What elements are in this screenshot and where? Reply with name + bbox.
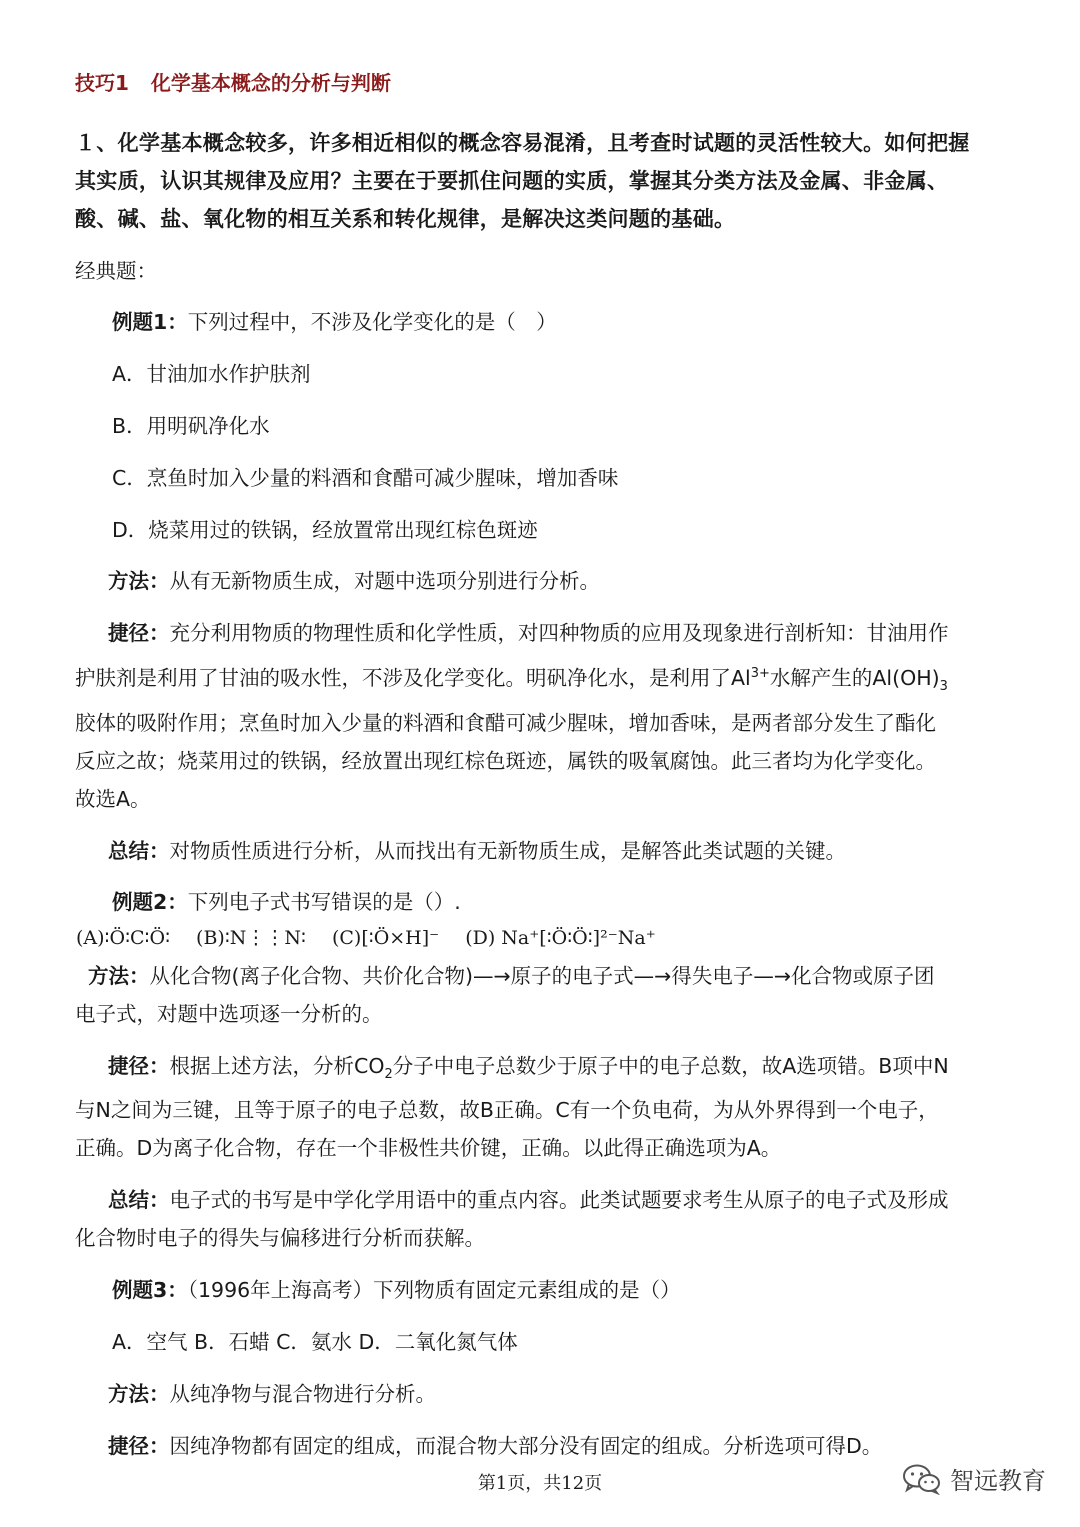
ex1-path-text-1: 充分利用物质的物理性质和化学性质，对四种物质的应用及现象进行剖析知：甘油用作 [169,621,949,645]
intro-line-1: １、化学基本概念较多，许多相近相似的概念容易混淆，且考查时试题的灵活性较大。如何把握 [75,131,970,155]
formula-d: (D) Na⁺[∶Ö∶Ö∶]²⁻Na⁺ [465,927,656,949]
intro-line-2: 其实质，认识其规律及应用？主要在于要抓住问题的实质，掌握其分类方法及金属、非金属、 [75,169,949,193]
ex2-path-sub: 2 [384,1067,393,1083]
ex1-summary-text: 对物质性质进行分析，从而找出有无新物质生成，是解答此类试题的关键。 [169,839,846,863]
ex3-method-text: 从纯净物与混合物进行分析。 [169,1382,436,1406]
ex3-question: （1996年上海高考）下列物质有固定元素组成的是（） [187,1278,681,1302]
ex2-summary-text-1: 电子式的书写是中学化学用语中的重点内容。此类试题要求考生从原子的电子式及形成 [169,1188,949,1212]
ex2-formula-row [76,925,682,951]
ex2-path-line-1 [108,1053,949,1083]
ex1-path-sup: 3+ [750,666,770,682]
formula-c: (C)[∶Ö×H]⁻ [331,927,440,949]
ex1-path-label: 捷径： [108,621,170,645]
ex1-question: 下列过程中，不涉及化学变化的是（ ） [187,310,557,334]
ex1-summary-label: 总结： [108,839,170,863]
section-title [75,70,391,96]
ex1-summary [108,838,846,864]
ex1-question-line [112,309,557,335]
formula-a: (A)∶Ö∶C∶Ö∶ [76,927,171,949]
ex1-path-text-2a: 护肤剂是利用了甘油的吸水性，不涉及化学变化。明矾净化水，是利用了Al [75,666,751,690]
ex2-method-line-1 [88,963,935,989]
ex1-path-text-2b: 水解产生的Al(OH) [769,666,940,690]
watermark [902,1461,1046,1496]
ex2-method-line-2: 电子式，对题中选项逐一分析的。 [75,1002,383,1026]
ex1-option-c: C．烹鱼时加入少量的料酒和食醋可减少腥味，增加香味 [112,466,619,490]
ex1-method-text: 从有无新物质生成，对题中选项分别进行分析。 [169,569,600,593]
ex1-path-sub: 3 [939,679,948,695]
ex2-method-text-1: 从化合物(离子化合物、共价化合物)—→原子的电子式—→得失电子—→化合物或原子团 [149,964,935,988]
formula-b: (B)∶N⋮⋮N∶ [196,927,306,949]
ex2-path-text-1a: 根据上述方法，分析CO [169,1054,385,1078]
ex3-options: A．空气 B．石蜡 C．氨水 D．二氧化氮气体 [112,1330,518,1354]
ex2-path-line-2: 与N之间为三键，且等于原子的电子总数，故B正确。C有一个负电荷，为从外界得到一个电子， [75,1098,939,1122]
ex2-method-label: 方法： [88,964,150,988]
ex2-path-line-3: 正确。D为离子化合物，存在一个非极性共价键，正确。以此得正确选项为A。 [75,1136,782,1160]
ex1-method-label: 方法： [108,569,170,593]
ex2-question-line [112,889,461,915]
ex3-path-label: 捷径： [108,1434,170,1458]
ex3-path-text: 因纯净物都有固定的组成，而混合物大部分没有固定的组成。分析选项可得D。 [169,1434,883,1458]
title-number: 技巧1 [75,71,129,95]
ex1-path-line-1 [108,620,949,646]
ex1-option-b: B．用明矾净化水 [112,414,270,438]
ex2-label: 例题2： [112,890,188,914]
ex1-label: 例题1： [112,310,188,334]
ex2-path-text-1b: 分子中电子总数少于原子中的电子总数，故A选项错。B项中N [392,1054,949,1078]
ex1-path-line-4: 反应之故；烧菜用过的铁锅，经放置出现红棕色斑迹，属铁的吸氧腐蚀。此三者均为化学变化。 [75,749,936,773]
ex1-option-d: D．烧菜用过的铁锅，经放置常出现红棕色斑迹 [112,518,538,542]
ex3-method [108,1381,436,1407]
intro-line-3: 酸、碱、盐、氧化物的相互关系和转化规律，是解决这类问题的基础。 [75,207,736,231]
classic-label: 经典题： [75,259,157,283]
ex1-path-line-2 [75,665,948,695]
title-text: 化学基本概念的分析与判断 [150,71,391,95]
page-footer: 第1页，共12页 [477,1473,603,1494]
ex2-question: 下列电子式书写错误的是（）. [187,890,461,914]
ex3-path [108,1433,882,1459]
ex2-summary-line-1 [108,1187,949,1213]
ex1-method [108,568,600,594]
ex1-path-line-3: 胶体的吸附作用；烹鱼时加入少量的料酒和食醋可减少腥味，增加香味，是两者部分发生了酯化 [75,711,936,735]
ex3-question-line [112,1277,681,1303]
ex1-path-line-5: 故选A。 [75,787,151,811]
ex2-summary-line-2: 化合物时电子的得失与偏移进行分析而获解。 [75,1226,485,1250]
ex3-method-label: 方法： [108,1382,170,1406]
wechat-icon [902,1463,942,1495]
watermark-text: 智远教育 [950,1467,1046,1495]
ex1-option-a: A．甘油加水作护肤剂 [112,362,311,386]
ex2-summary-label: 总结： [108,1188,170,1212]
ex3-label: 例题3： [112,1278,188,1302]
ex2-path-label: 捷径： [108,1054,170,1078]
